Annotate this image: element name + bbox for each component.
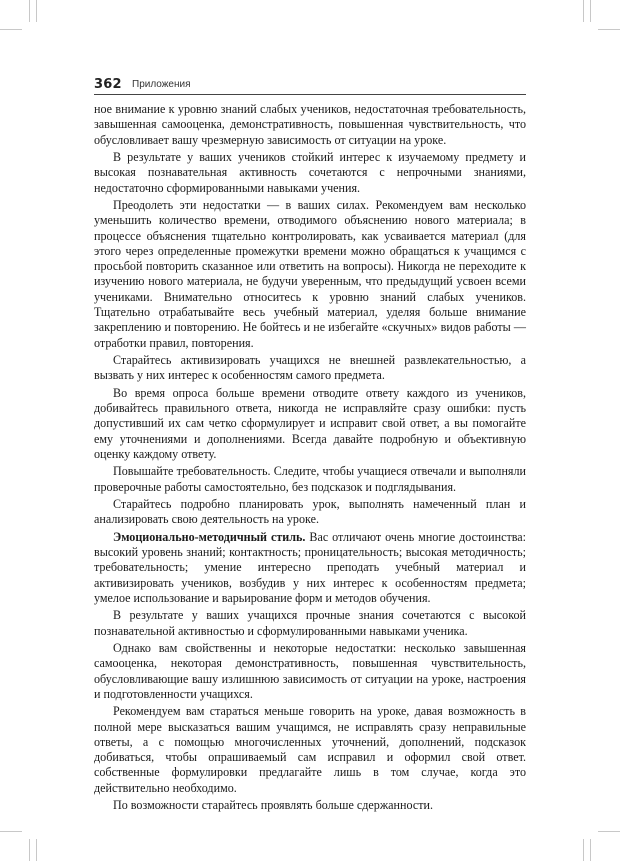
crop-mark-bottom-right-horizontal (598, 831, 620, 832)
crop-mark-top-left-horizontal (0, 29, 22, 30)
paragraph: Повышайте требовательность. Следите, чтобы учащиеся отвечали и выполняли проверочные работы самостоятельно, без подсказок и подглядывания. (94, 464, 526, 494)
crop-mark-bottom-right-vertical (583, 839, 584, 861)
page-number: 362 (94, 77, 122, 92)
crop-mark-top-left-vertical (29, 0, 30, 22)
running-header (94, 77, 526, 95)
style-description: Вас отличают очень многие достоинства: высокий уровень знаний; контактность; проницательность; высокая методичность; требовательность; умение интересно преподать учебный материал и активизировать учеников, возбудив у них интерес к особенностям предмета; умелое использование и варьирование форм и методов обучения. (94, 529, 527, 605)
crop-mark-bottom-right-vertical-inner (590, 839, 591, 861)
crop-mark-bottom-left-vertical-inner (36, 839, 37, 861)
paragraph: В результате у ваших учеников стойкий интерес к изучаемому предмету и высокая познавательная активность сочетаются с непрочными знаниями, недостаточно сформированными навыками учения. (94, 149, 526, 195)
crop-mark-top-right-vertical-inner (590, 0, 591, 22)
crop-mark-top-left-vertical-inner (36, 0, 37, 22)
style-name: Эмоционально-методичный стиль. (113, 529, 306, 544)
crop-mark-top-right-vertical (583, 0, 584, 22)
body-text (94, 102, 526, 815)
crop-mark-bottom-left-vertical (29, 839, 30, 861)
paragraph: Старайтесь подробно планировать урок, выполнять намеченный план и анализировать свою деятельность на уроке. (94, 496, 526, 527)
header-rule (94, 94, 526, 95)
paragraph: По возможности старайтесь проявлять больше сдержанности. (113, 798, 433, 813)
paragraph: ное внимание к уровню знаний слабых учеников, недостаточная требовательность, завышенная самооценка, демонстративность, повышенная чувствительность, что обусловливает вашу чрезмерную зависимость от ситуации на уроке. (94, 102, 526, 147)
paragraph: В результате у ваших учащихся прочные знания сочетаются с высокой познавательной активностью и сформулированными навыками ученика. (94, 608, 526, 638)
paragraph: Во время опроса больше времени отводите ответу каждого из учеников, добивайтесь правильного ответа, никогда не исправляйте сразу ошибки: пусть допустивший их сам четко сформулирует и исправит свой ответ, а вы помогайте ему уточнениями и дополнениями. Всегда давайте подробную и объективную оценку каждому ответу. (94, 385, 526, 461)
paragraph: Преодолеть эти недостатки — в ваших силах. Рекомендуем вам несколько уменьшить количество времени, отводимого объяснению нового материала; в процессе объяснения тщательно контролировать, как усваивается материал (для этого через определенные промежутки времени можно обращаться к учащимся с просьбой повторить сказанное или ответить на вопросы). Никогда не переходите к изучению нового материала, не будучи уверенным, что предыдущий усвоен всеми учениками. Внимательно относитесь к уровню знаний слабых учеников. Тщательно отрабатывайте весь учебный материал, уделяя больше внимание закреплению и повторению. Не бойтесь и не избегайте «скучных» видов работы — отработки правил, повторения. (94, 197, 526, 350)
crop-mark-top-right-horizontal (598, 29, 620, 30)
paragraph: Старайтесь активизировать учащихся не внешней развлекательностью, а вызвать у них интерес к особенностям самого предмета. (94, 353, 526, 383)
paragraph-style-heading (94, 530, 526, 606)
section-title: Приложения (132, 79, 191, 90)
paragraph: Однако вам свойственны и некоторые недостатки: несколько завышенная самооценка, некоторая демонстративность, повышенная чувствительность, обусловливающие вашу излишнюю зависимость от ситуации на уроке, настроения и подготовленности учащихся. (94, 640, 526, 701)
crop-mark-bottom-left-horizontal (0, 831, 22, 832)
paragraph: Рекомендуем вам стараться меньше говорить на уроке, давая возможность в полной мере высказаться вашим учащимся, не исправлять сразу неправильные ответы, а с помощью многочисленных уточнений, дополнений, подсказок добиваться, чтобы опрашиваемый сам исправил и оформил свой ответ. собственные формулировки предлагайте лишь в том случае, когда это действительно необходимо. (94, 704, 526, 795)
